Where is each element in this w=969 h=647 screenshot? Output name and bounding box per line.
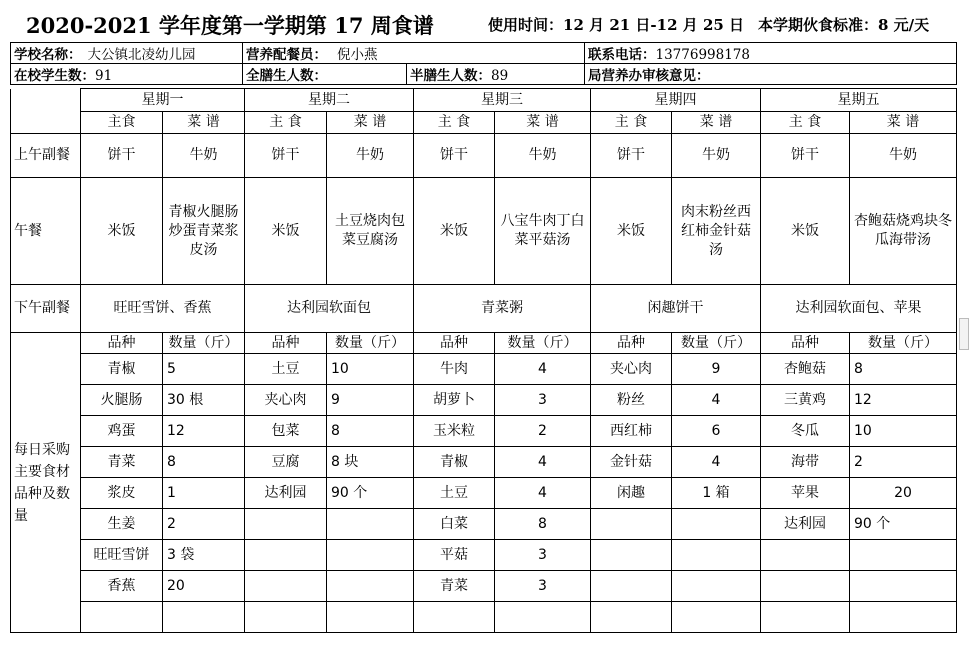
nutrition-label: 营养配餐员： — [246, 47, 327, 63]
purchase-item: 青椒 — [414, 447, 495, 478]
staple-header: 主食 — [81, 112, 163, 134]
purchase-item — [245, 602, 327, 633]
purchase-item — [761, 571, 850, 602]
purchase-item: 豆腐 — [245, 447, 327, 478]
purchase-row — [11, 478, 957, 509]
purchase-label: 每日采购主要食材品种及数量 — [11, 333, 81, 633]
purchase-item: 杏鲍菇 — [761, 354, 850, 385]
lunch-label: 午餐 — [11, 178, 81, 285]
day-header-row — [11, 89, 957, 112]
purchase-qty: 5 — [163, 354, 245, 385]
staple-header: 主 食 — [245, 112, 327, 134]
am-staple: 饼干 — [761, 134, 850, 178]
nutrition-cell — [243, 43, 585, 64]
purchase-item: 三黄鸡 — [761, 385, 850, 416]
purchase-item: 生姜 — [81, 509, 163, 540]
half-label: 半膳生人数： — [410, 68, 491, 84]
purchase-header-row — [11, 333, 957, 354]
morning-snack-label: 上午副餐 — [11, 134, 81, 178]
purchase-item: 冬瓜 — [761, 416, 850, 447]
item-header: 品种 — [245, 333, 327, 354]
purchase-qty — [163, 602, 245, 633]
half-value: 89 — [491, 68, 509, 84]
purchase-qty — [672, 540, 761, 571]
qty-header: 数量（斤） — [672, 333, 761, 354]
purchase-qty: 3 — [495, 540, 591, 571]
purchase-item: 旺旺雪饼 — [81, 540, 163, 571]
title-bar — [0, 0, 969, 42]
purchase-qty: 1 箱 — [672, 478, 761, 509]
am-dish: 牛奶 — [672, 134, 761, 178]
purchase-qty: 9 — [672, 354, 761, 385]
noon-staple: 米饭 — [761, 178, 850, 285]
purchase-qty: 3 袋 — [163, 540, 245, 571]
purchase-qty: 10 — [327, 354, 414, 385]
purchase-item: 白菜 — [414, 509, 495, 540]
students-label: 在校学生数： — [14, 68, 95, 84]
phone-value: 13776998178 — [655, 47, 750, 63]
usage-time: 使用时间：12 月 21 日-12 月 25 日 — [488, 16, 745, 34]
purchase-qty: 8 块 — [327, 447, 414, 478]
staple-header: 主 食 — [591, 112, 672, 134]
qty-header: 数量（斤） — [163, 333, 245, 354]
purchase-item: 夹心肉 — [245, 385, 327, 416]
purchase-item: 青菜 — [81, 447, 163, 478]
day-header-wednesday: 星期三 — [414, 89, 591, 112]
purchase-item: 达利园 — [761, 509, 850, 540]
item-header: 品种 — [414, 333, 495, 354]
purchase-item: 平菇 — [414, 540, 495, 571]
pm-snack: 闲趣饼干 — [591, 285, 761, 333]
purchase-qty: 3 — [495, 385, 591, 416]
dish-header: 菜 谱 — [850, 112, 957, 134]
purchase-item — [245, 540, 327, 571]
am-staple: 饼干 — [245, 134, 327, 178]
dish-header: 菜 谱 — [495, 112, 591, 134]
purchase-qty: 90 个 — [327, 478, 414, 509]
purchase-item: 西红柿 — [591, 416, 672, 447]
qty-header: 数量（斤） — [327, 333, 414, 354]
purchase-item: 包菜 — [245, 416, 327, 447]
purchase-qty — [672, 509, 761, 540]
purchase-qty: 4 — [495, 354, 591, 385]
noon-staple: 米饭 — [245, 178, 327, 285]
purchase-qty: 1 — [163, 478, 245, 509]
purchase-qty: 3 — [495, 571, 591, 602]
purchase-qty: 9 — [327, 385, 414, 416]
purchase-item: 粉丝 — [591, 385, 672, 416]
purchase-item: 海带 — [761, 447, 850, 478]
qty-header: 数量（斤） — [850, 333, 957, 354]
purchase-item: 牛肉 — [414, 354, 495, 385]
nutrition-value: 倪小燕 — [337, 47, 378, 63]
am-staple: 饼干 — [414, 134, 495, 178]
sub-header-row — [11, 112, 957, 134]
half-cell — [407, 64, 585, 85]
purchase-qty — [850, 540, 957, 571]
purchase-qty: 8 — [327, 416, 414, 447]
qty-header: 数量（斤） — [495, 333, 591, 354]
purchase-item — [414, 602, 495, 633]
purchase-qty: 12 — [850, 385, 957, 416]
afternoon-snack-row — [11, 285, 957, 333]
purchase-item — [761, 602, 850, 633]
noon-dish: 青椒火腿肠炒蛋青菜浆皮汤 — [163, 178, 245, 285]
am-staple: 饼干 — [591, 134, 672, 178]
full-label: 全膳生人数： — [246, 68, 327, 84]
purchase-row — [11, 447, 957, 478]
purchase-item — [591, 571, 672, 602]
purchase-item: 火腿肠 — [81, 385, 163, 416]
purchase-row — [11, 416, 957, 447]
dish-header: 菜 谱 — [327, 112, 414, 134]
am-staple: 饼干 — [81, 134, 163, 178]
purchase-qty: 4 — [495, 478, 591, 509]
pm-snack: 青菜粥 — [414, 285, 591, 333]
purchase-row — [11, 354, 957, 385]
school-label: 学校名称： — [14, 47, 82, 63]
school-value: 大公镇北凌幼儿园 — [87, 47, 196, 63]
bureau-label: 局营养办审核意见： — [588, 68, 710, 84]
purchase-item: 土豆 — [414, 478, 495, 509]
purchase-item: 苹果 — [761, 478, 850, 509]
info-row-2 — [11, 64, 957, 85]
item-header: 品种 — [81, 333, 163, 354]
noon-staple: 米饭 — [414, 178, 495, 285]
purchase-qty: 2 — [850, 447, 957, 478]
purchase-qty — [850, 602, 957, 633]
purchase-qty: 8 — [495, 509, 591, 540]
phone-label: 联系电话： — [588, 47, 656, 63]
purchase-item — [591, 540, 672, 571]
purchase-item: 浆皮 — [81, 478, 163, 509]
purchase-qty: 20 — [163, 571, 245, 602]
students-cell — [11, 64, 243, 85]
noon-dish: 土豆烧肉包菜豆腐汤 — [327, 178, 414, 285]
item-header: 品种 — [761, 333, 850, 354]
purchase-qty: 8 — [163, 447, 245, 478]
purchase-qty — [327, 571, 414, 602]
purchase-item: 鸡蛋 — [81, 416, 163, 447]
purchase-row — [11, 540, 957, 571]
purchase-item: 达利园 — [245, 478, 327, 509]
purchase-qty — [327, 602, 414, 633]
morning-snack-row — [11, 134, 957, 178]
page-title: 2020-2021 学年度第一学期第 17 周食谱 — [26, 13, 434, 38]
dish-header: 菜 谱 — [672, 112, 761, 134]
purchase-qty — [672, 602, 761, 633]
purchase-item: 玉米粒 — [414, 416, 495, 447]
noon-dish: 杏鲍菇烧鸡块冬瓜海带汤 — [850, 178, 957, 285]
phone-cell — [585, 43, 957, 64]
purchase-item: 夹心肉 — [591, 354, 672, 385]
purchase-qty — [327, 540, 414, 571]
item-header: 品种 — [591, 333, 672, 354]
purchase-item — [245, 571, 327, 602]
purchase-item — [81, 602, 163, 633]
purchase-row — [11, 602, 957, 633]
am-dish: 牛奶 — [327, 134, 414, 178]
purchase-qty — [327, 509, 414, 540]
purchase-qty — [495, 602, 591, 633]
info-table — [10, 42, 957, 85]
students-value: 91 — [95, 68, 113, 84]
purchase-qty — [672, 571, 761, 602]
scroll-handle[interactable] — [959, 318, 969, 350]
purchase-qty: 4 — [672, 447, 761, 478]
staple-header: 主 食 — [414, 112, 495, 134]
full-cell — [243, 64, 407, 85]
noon-staple: 米饭 — [591, 178, 672, 285]
purchase-item: 青菜 — [414, 571, 495, 602]
purchase-item: 金针菇 — [591, 447, 672, 478]
purchase-qty: 4 — [495, 447, 591, 478]
meal-standard: 本学期伙食标准：8 元/天 — [758, 16, 930, 34]
day-header-monday: 星期一 — [81, 89, 245, 112]
lunch-row — [11, 178, 957, 285]
corner-cell-2 — [11, 112, 81, 134]
purchase-item — [761, 540, 850, 571]
purchase-item: 胡萝卜 — [414, 385, 495, 416]
purchase-item — [245, 509, 327, 540]
purchase-item — [591, 509, 672, 540]
afternoon-snack-label: 下午副餐 — [11, 285, 81, 333]
day-header-friday: 星期五 — [761, 89, 957, 112]
purchase-qty: 30 根 — [163, 385, 245, 416]
purchase-qty: 20 — [850, 478, 957, 509]
purchase-qty: 12 — [163, 416, 245, 447]
purchase-qty: 8 — [850, 354, 957, 385]
bureau-cell — [585, 64, 957, 85]
purchase-item — [591, 602, 672, 633]
school-cell — [11, 43, 243, 64]
noon-dish: 八宝牛肉丁白菜平菇汤 — [495, 178, 591, 285]
dish-header: 菜 谱 — [163, 112, 245, 134]
purchase-row — [11, 571, 957, 602]
menu-table — [10, 88, 957, 633]
am-dish: 牛奶 — [850, 134, 957, 178]
purchase-item: 香蕉 — [81, 571, 163, 602]
staple-header: 主 食 — [761, 112, 850, 134]
info-row-1 — [11, 43, 957, 64]
purchase-item: 闲趣 — [591, 478, 672, 509]
purchase-qty: 6 — [672, 416, 761, 447]
pm-snack: 达利园软面包、苹果 — [761, 285, 957, 333]
purchase-row — [11, 509, 957, 540]
am-dish: 牛奶 — [163, 134, 245, 178]
day-header-thursday: 星期四 — [591, 89, 761, 112]
am-dish: 牛奶 — [495, 134, 591, 178]
purchase-item: 土豆 — [245, 354, 327, 385]
purchase-qty: 2 — [163, 509, 245, 540]
noon-staple: 米饭 — [81, 178, 163, 285]
corner-cell — [11, 89, 81, 112]
pm-snack: 达利园软面包 — [245, 285, 414, 333]
purchase-qty: 4 — [672, 385, 761, 416]
purchase-item: 青椒 — [81, 354, 163, 385]
day-header-tuesday: 星期二 — [245, 89, 414, 112]
purchase-qty: 2 — [495, 416, 591, 447]
pm-snack: 旺旺雪饼、香蕉 — [81, 285, 245, 333]
noon-dish: 肉末粉丝西红柿金针菇汤 — [672, 178, 761, 285]
purchase-qty: 10 — [850, 416, 957, 447]
purchase-qty: 90 个 — [850, 509, 957, 540]
purchase-row — [11, 385, 957, 416]
purchase-qty — [850, 571, 957, 602]
